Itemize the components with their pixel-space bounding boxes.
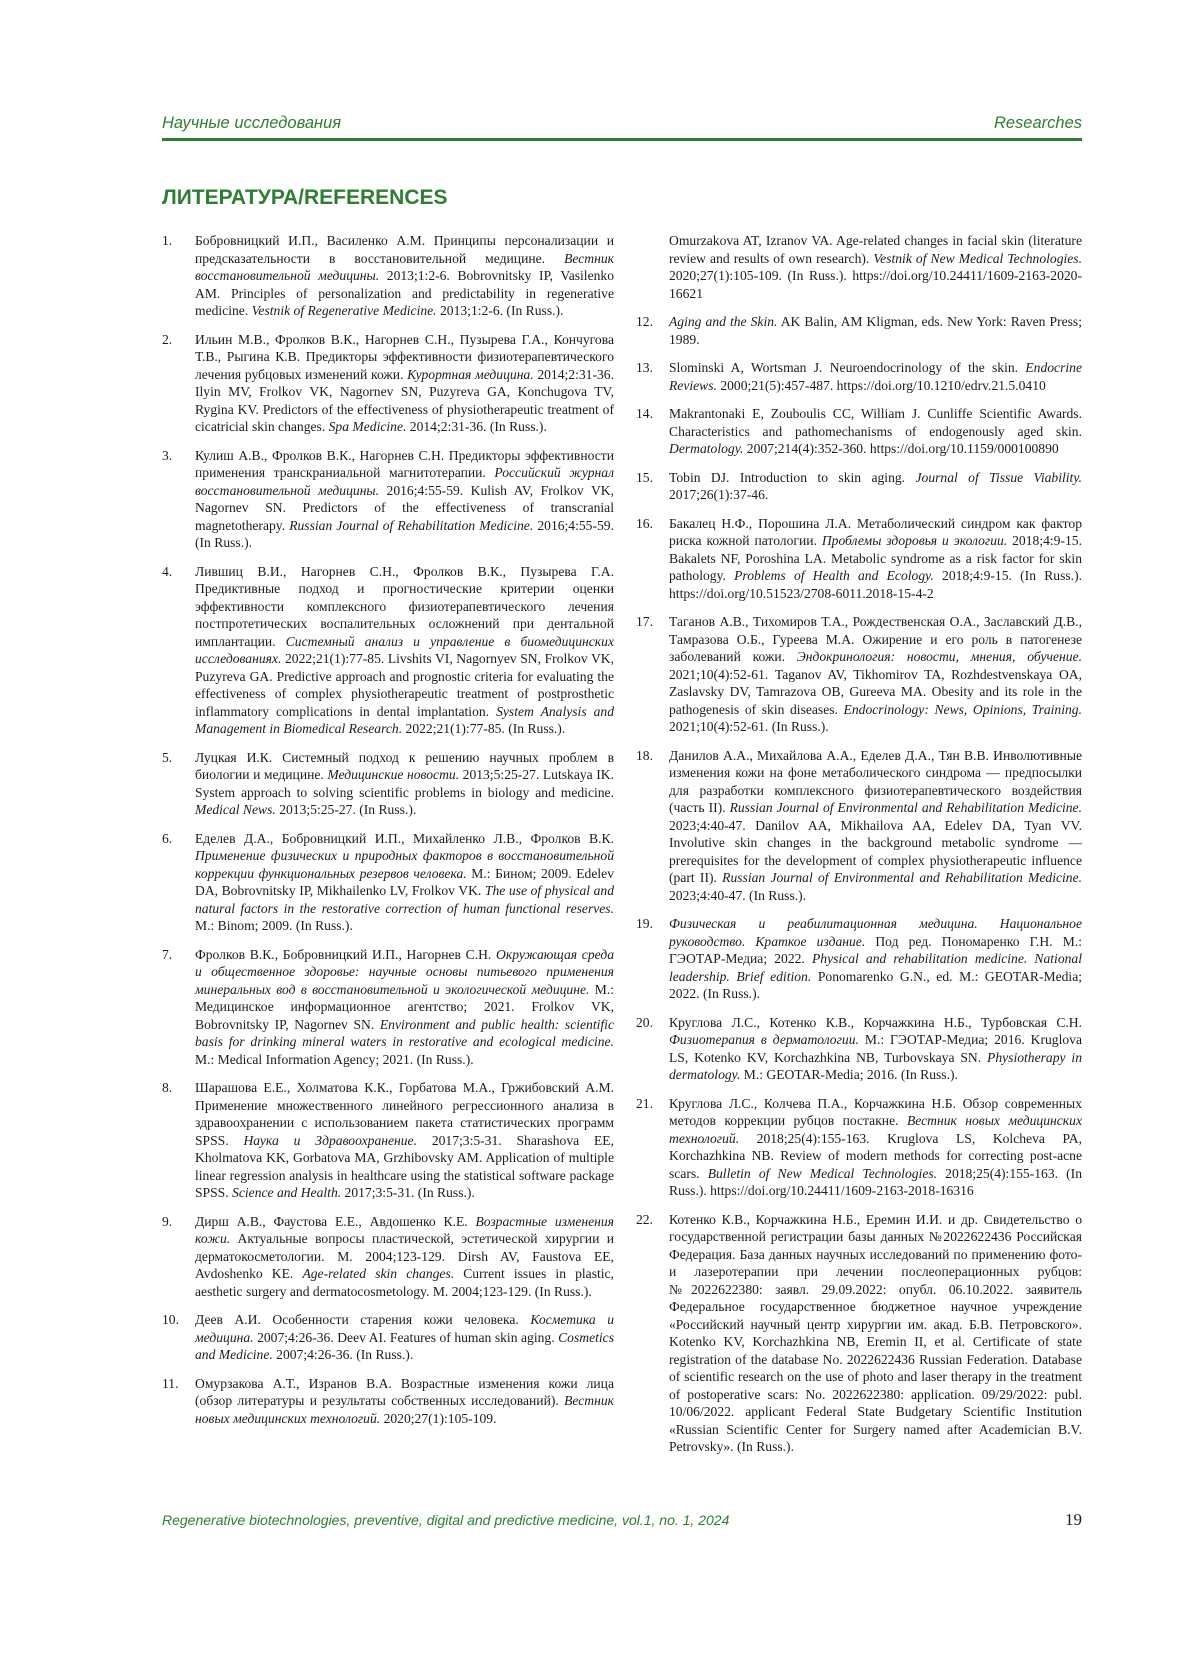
reference-segment: 2020;27(1):105-109. (In Russ.). https://doi.org/10.24411/1609-2163-2020-16621: [669, 268, 1082, 301]
reference-segment: Ponomarenko G.N., ed. M.: GEOTAR-Media; 2022. (In Russ.).: [669, 968, 1083, 1001]
reference-text: [195, 232, 614, 320]
reference-segment: Еделев Д.А., Бобровницкий И.П., Михайленко Л.В., Фролков В.К.: [195, 830, 614, 846]
reference-text: [195, 1311, 614, 1364]
reference-source-title: Cosmetics and Medicine.: [195, 1329, 614, 1362]
running-header: [162, 112, 1082, 140]
journal-citation: Regenerative biotechnologies, preventive, digital and predictive medicine, vol.1, no. 1, 2024: [162, 1512, 730, 1528]
reference-source-title: Russian Journal of Environmental and Rehabilitation Medicine.: [729, 800, 1082, 815]
reference-segment: Current issues in plastic, aesthetic surgery and dermatocosmetology. M. 2004;123-129. (In Russ.).: [195, 1266, 614, 1299]
reference-number: 8.: [162, 1080, 173, 1095]
reference-segment: 2020;27(1):105-109.: [380, 1410, 497, 1426]
reference-segment: 2014;2:31-36. Ilyin MV, Frolkov VK, Nagornev SN, Puzyreva GA, Konchugova TV, Rygina KV. Predictors of the effectiveness of physiotherapeutic treatment of cicatricial skin changes.: [195, 366, 614, 434]
reference-item: [636, 469, 1082, 504]
reference-text: [195, 1213, 614, 1301]
reference-source-title: Bulletin of New Medical Technologies.: [707, 1165, 938, 1181]
reference-item: [636, 359, 1082, 394]
reference-number: 9.: [162, 1213, 173, 1229]
reference-segment: 2007;4:26-36. Deev AI. Features of human skin aging.: [253, 1329, 559, 1345]
reference-segment: Деев А.И. Особенности старения кожи человека.: [195, 1312, 531, 1327]
reference-number: 11.: [162, 1375, 179, 1391]
reference-source-title: Journal of Tissue Viability.: [915, 469, 1083, 485]
reference-source-title: Physiotherapy in dermatology.: [669, 1049, 1082, 1082]
reference-segment: Омурзакова А.Т., Изранов В.А. Возрастные изменения кожи лица (обзор литературы и результаты собственных исследований).: [195, 1375, 614, 1408]
reference-number: 10.: [162, 1312, 179, 1327]
reference-text: [195, 563, 614, 738]
reference-segment: 2007;4:26-36. (In Russ.).: [272, 1347, 414, 1362]
reference-text: [669, 405, 1082, 458]
reference-source-title: Russian Journal of Environmental and Rehabilitation Medicine.: [722, 870, 1083, 885]
reference-item: [162, 1213, 614, 1301]
reference-source-title: Science and Health.: [232, 1185, 342, 1200]
reference-segment: M.: GEOTAR-Media; 2016. (In Russ.).: [740, 1067, 958, 1082]
reference-source-title: System Analysis and Management in Biomedical Research.: [195, 703, 615, 736]
reference-text: [669, 232, 1082, 302]
reference-item: [162, 1311, 614, 1364]
reference-number: 7.: [162, 946, 173, 962]
reference-source-title: Age-related skin changes.: [302, 1266, 455, 1281]
reference-source-title: Aging and the Skin.: [669, 314, 778, 329]
reference-source-title: Наука и Здравоохранение.: [243, 1132, 417, 1148]
reference-number: 17.: [636, 614, 653, 629]
reference-segment: Круглова Л.С., Колчева П.А., Корчажкина Н.Б. Обзор современных методов коррекции рубцов постакне.: [669, 1095, 1082, 1128]
reference-number: 19.: [636, 916, 653, 931]
reference-segment: 2022;21(1):77-85. (In Russ.).: [402, 721, 566, 736]
reference-source-title: Medical News.: [195, 802, 276, 817]
reference-source-title: Окружающая среда и общественное здоровье: научные основы питьевого применения минеральных вод в восстановительной и экологической медицине.: [195, 946, 614, 997]
reference-segment: Под ред. Пономаренко Г.Н. М.: ГЭОТАР-Медиа; 2022.: [669, 933, 1082, 966]
reference-number: 12.: [636, 314, 653, 329]
reference-text: [195, 830, 614, 935]
reference-item: [162, 232, 614, 320]
reference-source-title: Russian Journal of Rehabilitation Medicine.: [289, 517, 534, 533]
reference-number: 20.: [636, 1014, 653, 1030]
reference-source-title: Physical and rehabilitation medicine. National leadership. Brief edition.: [669, 951, 1082, 984]
reference-number: 22.: [636, 1211, 653, 1227]
reference-source-title: Endocrine Reviews.: [669, 360, 1082, 393]
reference-number: 15.: [636, 469, 653, 485]
reference-number: 2.: [162, 331, 173, 347]
reference-segment: Кулиш А.В., Фролков В.К., Нагорнев С.Н. Предикторы эффективности применения транскраниальной магнитотерапии.: [195, 447, 614, 480]
references-column-left: [162, 232, 614, 1438]
reference-segment: 2018;25(4):155-163. (In Russ.). https://doi.org/10.24411/1609-2163-2018-16316: [669, 1165, 1082, 1198]
reference-segment: 2013;5:25-27. (In Russ.).: [275, 802, 417, 817]
reference-item: [636, 515, 1082, 603]
reference-number: 16.: [636, 515, 653, 531]
reference-segment: 2023;4:40-47. Danilov AA, Mikhailova AA, Edelev DA, Tyan VV. Involutive skin changes in the background metabolic syndrome — prerequisites for the development of complex physiotherapeutic influence (part II).: [669, 817, 1082, 885]
reference-segment: 2017;3:5-31. (In Russ.).: [341, 1185, 475, 1200]
reference-segment: М.: Медицинское информационное агентство; 2021. Frolkov VK, Bobrovnitsky IP, Nagornev SN.: [195, 981, 614, 1032]
reference-item: [636, 915, 1082, 1003]
reference-source-title: Вестник восстановительной медицины.: [195, 250, 614, 283]
reference-segment: 2013;1:2-6. (In Russ.).: [436, 303, 564, 318]
reference-text: [195, 1375, 614, 1428]
reference-text: [195, 749, 614, 819]
reference-item: [162, 563, 614, 738]
reference-segment: 2021;10(4):52-61. Taganov AV, Tikhomirov TA, Rozhdestvenskaya OA, Zaslavsky DV, Tamrazova OB, Gureeva MA. Obesity and its role in the pathogenesis of skin diseases.: [669, 666, 1082, 717]
reference-segment: Дирш А.В., Фаустова Е.Е., Авдошенко К.Е.: [195, 1213, 476, 1229]
reference-item: [636, 405, 1082, 458]
reference-number: 18.: [636, 747, 653, 763]
reference-segment: Шарашова Е.Е., Холматова К.К., Горбатова М.А., Гржибовский А.М. Применение множественного линейного регрессионного анализа в здравоохранении с использованием пакета статистических программ SPSS.: [195, 1080, 614, 1148]
reference-text: [669, 747, 1082, 905]
reference-text: [669, 613, 1082, 736]
reference-text: [669, 1095, 1082, 1200]
reference-source-title: Vestnik of New Medical Technologies.: [873, 250, 1082, 266]
reference-segment: 2013;5:25-27. Lutskaya IK. System approach to solving scientific problems in biology and medicine.: [195, 767, 615, 800]
reference-item: [162, 946, 614, 1069]
reference-item: [162, 830, 614, 935]
reference-segment: 2000;21(5):457-487. https://doi.org/10.1210/edrv.21.5.0410: [716, 377, 1046, 393]
header-section-en: Researches: [993, 114, 1082, 132]
reference-source-title: Вестник новых медицинских технологий.: [669, 1113, 1082, 1146]
references-column-right: [636, 232, 1082, 1467]
header-section-ru: Научные исследования: [162, 114, 342, 132]
reference-segment: Лившиц В.И., Нагорнев С.Н., Фролков В.К., Пузырева Г.А. Предиктивные подход и прогностические критерии оценки эффективности комплексного физиотерапевтического лечения постпротетических воспалительных осложнений при дентальной имплантации.: [195, 563, 614, 649]
reference-number: 5.: [162, 749, 173, 765]
reference-segment: 2016;4:55-59. (In Russ.).: [195, 517, 614, 550]
reference-text: [669, 1014, 1082, 1084]
reference-segment: M.: Medical Information Agency; 2021. (In Russ.).: [195, 1051, 474, 1067]
reference-continuation: [636, 232, 1082, 302]
reference-segment: 2021;10(4):52-61. (In Russ.).: [669, 719, 829, 734]
reference-text: [195, 946, 614, 1069]
reference-segment: Фролков В.К., Бобровницкий И.П., Нагорнев С.Н.: [195, 946, 497, 962]
reference-source-title: Problems of Health and Ecology.: [734, 568, 934, 583]
reference-source-title: Dermatology.: [669, 441, 744, 456]
reference-source-title: Эндокринология: новости, мнения, обучение.: [796, 649, 1083, 664]
reference-source-title: Косметика и медицина.: [195, 1312, 614, 1345]
reference-number: 21.: [636, 1095, 653, 1111]
reference-item: [162, 1079, 614, 1202]
reference-segment: 2013;1:2-6. Bobrovnitsky IP, Vasilenko AM. Principles of personalization and predictability in regenerative medicine.: [195, 268, 615, 318]
reference-text: [669, 1211, 1082, 1456]
reference-segment: Данилов А.А., Михайлова А.А., Еделев Д.А., Тян В.В. Инволютивные изменения кожи на фоне метаболического синдрома — предпосылки для разработки комплексного физиотерапевтического воздействия (часть II).: [669, 747, 1082, 815]
reference-segment: Tobin DJ. Introduction to skin aging.: [669, 469, 916, 485]
reference-segment: 2022;21(1):77-85. Livshits VI, Nagornyev SN, Frolkov VK, Puzyreva GA. Predictive approach and prognostic criteria for evaluating the effectiveness of complex physiotherapeutic treatment of postprosthetic inflammatory complications in dental implantation.: [195, 651, 614, 719]
reference-segment: 2023;4:40-47. (In Russ.).: [669, 887, 807, 903]
reference-source-title: Spa Medicine.: [328, 419, 407, 434]
reference-segment: М.: ГЭОТАР-Медиа; 2016. Kruglova LS, Kotenko KV, Korchazhkina NB, Turbovskaya SN.: [669, 1032, 1082, 1065]
reference-item: [636, 1211, 1082, 1456]
reference-text: [669, 469, 1082, 504]
reference-item: [636, 747, 1082, 905]
reference-source-title: Возрастные изменения кожи.: [195, 1213, 614, 1246]
page-number: 19: [1065, 1510, 1082, 1529]
reference-segment: 2017;26(1):37-46.: [669, 487, 769, 502]
reference-number: 6.: [162, 830, 173, 846]
reference-source-title: Системный анализ и управление в биомедицинских исследованиях.: [195, 633, 614, 666]
reference-text: [669, 359, 1082, 394]
reference-item: [162, 447, 614, 552]
reference-segment: 2007;214(4):352-360. https://doi.org/10.1159/000100890: [743, 441, 1059, 456]
reference-number: 14.: [636, 406, 653, 421]
reference-item: [162, 1375, 614, 1428]
reference-number: 3.: [162, 447, 173, 463]
reference-item: [636, 1095, 1082, 1200]
reference-source-title: Вестник новых медицинских технологий.: [195, 1393, 614, 1426]
reference-segment: Makrantonaki E, Zouboulis CC, William J. Cunliffe Scientific Awards. Characteristics and pathomechanisms of endogenously aged skin.: [669, 406, 1082, 439]
reference-segment: 2016;4:55-59. Kulish AV, Frolkov VK, Nagornev SN. Predictors of the effectiveness of transcranial magnetotherapy.: [195, 482, 615, 533]
reference-source-title: Применение физических и природных факторов в восстановительной коррекции функциональных резервов человека.: [195, 848, 614, 881]
reference-segment: Бобровницкий И.П., Василенко А.М. Принципы персонализации и предсказательности в восстановительной медицине.: [195, 233, 614, 266]
reference-segment: Slominski A, Wortsman J. Neuroendocrinology of the skin.: [669, 360, 1026, 375]
reference-segment: M.: Binom; 2009. (In Russ.).: [195, 918, 353, 933]
reference-source-title: Vestnik of Regenerative Medicine.: [251, 303, 437, 318]
reference-text: [195, 1079, 614, 1202]
reference-segment: М.: Бином; 2009. Edelev DA, Bobrovnitsky IP, Mikhailenko LV, Frolkov VK.: [195, 865, 614, 898]
section-title: ЛИТЕРАТУРА/REFERENCES: [162, 186, 448, 209]
reference-text: [669, 915, 1082, 1003]
reference-source-title: Проблемы здоровья и экологии.: [821, 533, 1008, 548]
reference-segment: Таганов А.В., Тихомиров Т.А., Рождественская О.А., Заславский Д.В., Тамразова О.Б., Гуреева М.А. Ожирение и его роль в патогенезе заболеваний кожи.: [669, 614, 1082, 664]
running-footer: [162, 1510, 1082, 1534]
reference-segment: Круглова Л.С., Котенко К.В., Корчажкина Н.Б., Турбовская С.Н.: [669, 1014, 1082, 1030]
reference-segment: Omurzakova AT, Izranov VA. Age-related changes in facial skin (literature review and results of own research).: [669, 233, 1082, 266]
reference-segment: Котенко К.В., Корчажкина Н.Б., Еремин И.И. и др. Свидетельство о государственной регистрации базы данных №2022622436 Российская Федерация. База данных научных исследований по применению фото- и лазеротерапии при лечении послеоперационных рубцов: №2022622380: заявл. 29.09.2022: опубл. 06.10.2022. заявитель Федеральное государственное бюджетное научное учреждение «Российский научный центр хирургии им. акад. Б.В. Петровского». Kotenko KV, Korchazhkina NB, Eremin II, et al. Certificate of state registration of the database No. 2022622436 Russian Federation. Database of scientific research on the use of photo and laser therapy in the treatment of postoperative scars: No. 2022622380: application. 09/29/2022: publ. 10/06/2022. applicant Federal State Budgetary Scientific Institution «Russian Scientific Center for Surgery named after Academician B.V. Petrovsky». (In Russ.).: [669, 1211, 1082, 1454]
reference-source-title: The use of physical and natural factors in the restorative correction of human functional reserves.: [195, 883, 614, 916]
reference-item: [162, 749, 614, 819]
reference-item: [636, 613, 1082, 736]
reference-source-title: Российский журнал восстановительной медицины.: [195, 465, 614, 498]
reference-source-title: Медицинские новости.: [327, 767, 460, 782]
reference-item: [162, 331, 614, 436]
reference-segment: AK Balin, AM Kligman, eds. New York: Raven Press; 1989.: [669, 314, 1083, 347]
reference-source-title: Физическая и реабилитационная медицина. Национальное руководство. Краткое издание.: [669, 916, 1082, 949]
reference-segment: Актуальные вопросы пластической, эстетической хирургии и дерматокосметологии. М. 2004;123-129. Dirsh AV, Faustova EE, Avdoshenko KE.: [195, 1231, 614, 1281]
reference-text: [195, 447, 614, 552]
reference-segment: 2014;2:31-36. (In Russ.).: [406, 419, 547, 434]
reference-source-title: Курортная медицина.: [407, 366, 534, 382]
reference-source-title: Environment and public health: scientific basis for drinking mineral waters in restorative and ecological medicine.: [195, 1016, 614, 1049]
reference-number: 13.: [636, 360, 653, 375]
reference-segment: Бакалец Н.Ф., Порошина Л.А. Метаболический синдром как фактор риска кожной патологии.: [669, 515, 1082, 548]
reference-text: [195, 331, 614, 436]
reference-number: 4.: [162, 563, 173, 579]
reference-source-title: Endocrinology: News, Opinions, Training.: [843, 701, 1082, 717]
reference-segment: 2017;3:5-31. Sharashova EE, Kholmatova KK, Gorbatova MA, Grzhibovsky AM. Application of multiple linear regression analysis in healthcare using the statistical software package SPSS.: [195, 1132, 614, 1200]
reference-segment: Луцкая И.К. Системный подход к решению научных проблем в биологии и медицине.: [195, 749, 614, 782]
reference-segment: 2018;25(4):155-163. Kruglova LS, Kolcheva PA, Korchazhkina NB. Review of modern methods for correcting post-acne scars.: [669, 1130, 1082, 1181]
reference-item: [636, 313, 1082, 348]
reference-text: [669, 515, 1082, 603]
reference-text: [669, 313, 1082, 348]
reference-number: 1.: [162, 233, 173, 248]
reference-segment: 2018;4:9-15. Bakalets NF, Poroshina LA. Metabolic syndrome as a risk factor for skin pathology.: [669, 533, 1082, 583]
reference-item: [636, 1014, 1082, 1084]
header-divider: [162, 138, 1082, 141]
reference-source-title: Физиотерапия в дерматологии.: [669, 1032, 859, 1047]
reference-segment: 2018;4:9-15. (In Russ.). https://doi.org/10.51523/2708-6011.2018-15-4-2: [669, 568, 1082, 601]
reference-segment: Ильин М.В., Фролков В.К., Нагорнев С.Н., Пузырева Г.А., Кончугова Т.В., Рыгина К.В. Предикторы эффективности физиотерапевтического лечения рубцовых изменений кожи.: [195, 331, 614, 382]
